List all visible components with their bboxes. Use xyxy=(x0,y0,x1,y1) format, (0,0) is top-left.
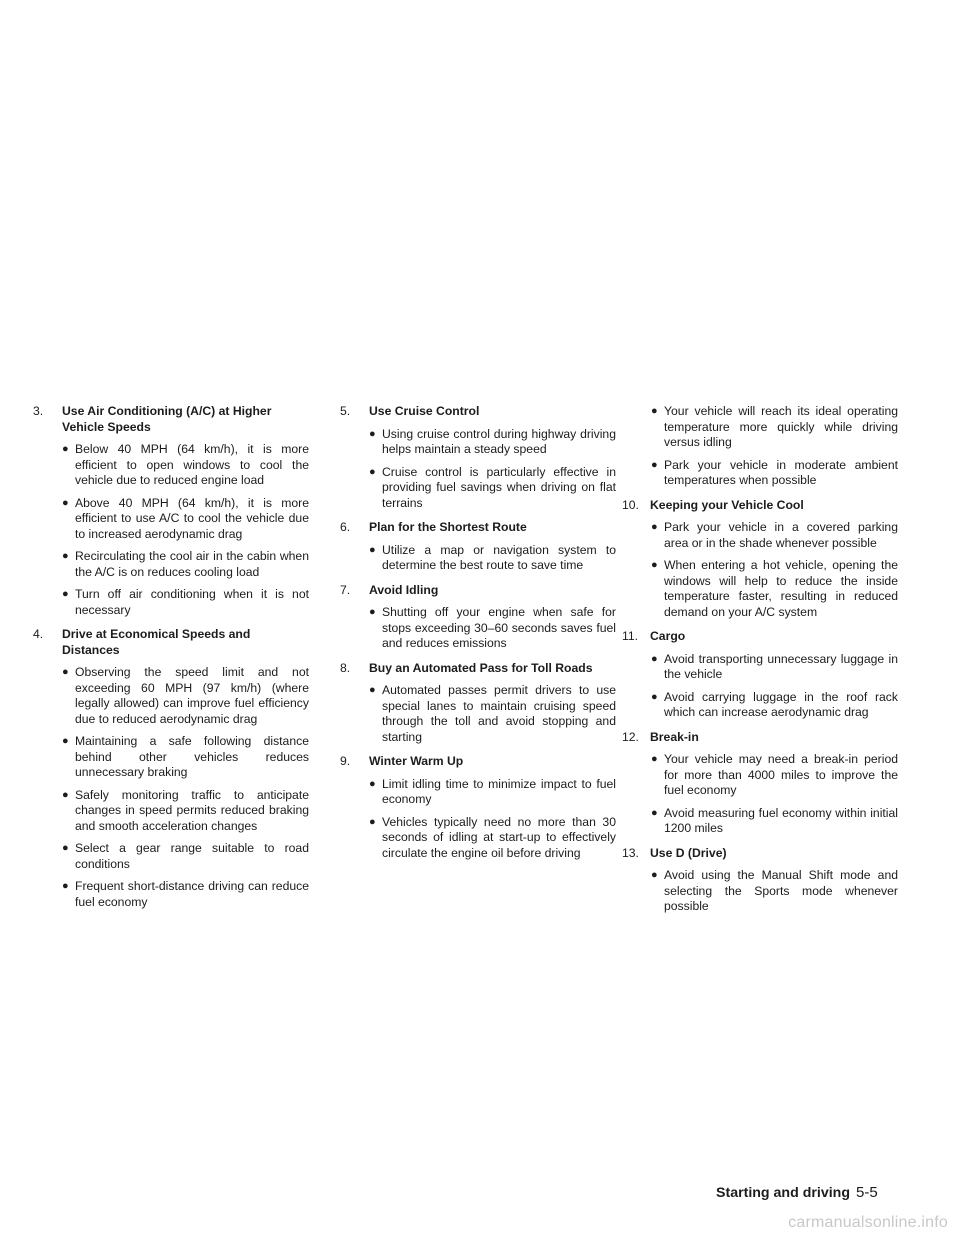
list-item xyxy=(622,458,898,489)
section xyxy=(340,661,616,746)
bullet-icon: ● xyxy=(369,684,376,696)
bullet-icon: ● xyxy=(62,880,69,892)
list-item xyxy=(340,777,616,808)
section xyxy=(340,520,616,574)
bullet-icon: ● xyxy=(369,465,376,478)
bullet-icon: ● xyxy=(651,559,658,571)
list-item xyxy=(622,868,898,915)
section-title: Buy an Automated Pass for Toll Roads xyxy=(369,660,593,675)
bullet-icon: ● xyxy=(62,550,69,562)
list-item xyxy=(33,587,309,618)
section-number: 11. xyxy=(622,629,639,643)
list-item xyxy=(622,806,898,837)
section xyxy=(622,730,898,837)
list-item-text: Above 40 MPH (64 km/h), it is more efficient to use A/C to cool the vehicle due to increased aerodynamic drag xyxy=(75,495,309,541)
section-heading xyxy=(340,661,616,677)
bullet-icon: ● xyxy=(651,521,658,533)
bullet-icon: ● xyxy=(651,652,658,665)
section-heading xyxy=(622,629,898,645)
list-item xyxy=(33,442,309,489)
list-item xyxy=(340,427,616,458)
list-item xyxy=(340,465,616,512)
section-heading xyxy=(622,846,898,862)
section-number: 5. xyxy=(340,404,351,418)
list-item-text: Select a gear range suitable to road conditions xyxy=(75,841,309,871)
bullet-list xyxy=(340,427,616,512)
bullet-icon: ● xyxy=(651,753,658,765)
bullet-icon: ● xyxy=(62,842,69,854)
list-item xyxy=(340,683,616,745)
section xyxy=(622,404,898,489)
list-item-text: Limit idling time to minimize impact to fuel economy xyxy=(382,776,616,806)
section-heading xyxy=(340,520,616,536)
list-item-text: Avoid transporting unnecessary luggage in the vehicle xyxy=(664,651,898,681)
column-right xyxy=(622,404,898,915)
section-heading xyxy=(622,498,898,514)
list-item xyxy=(340,815,616,862)
bullet-icon: ● xyxy=(369,543,376,556)
list-item xyxy=(33,734,309,781)
bullet-list xyxy=(340,777,616,862)
bullet-icon: ● xyxy=(369,815,376,828)
list-item-text: Vehicles typically need no more than 30 seconds of idling at start-up to effectively circulate the engine oil before driving xyxy=(382,814,616,860)
section-heading xyxy=(622,730,898,746)
list-item xyxy=(33,879,309,910)
bullet-list xyxy=(622,752,898,837)
list-item-text: Your vehicle will reach its ideal operating temperature more quickly while driving versus idling xyxy=(664,404,898,449)
page-footer xyxy=(716,1184,878,1201)
list-item-text: Frequent short-distance driving can reduce fuel economy xyxy=(75,879,309,909)
list-item-text: Maintaining a safe following distance behind other vehicles reduces unnecessary braking xyxy=(75,734,309,779)
list-item-text: Automated passes permit drivers to use special lanes to maintain cruising speed through the toll and avoid stopping and starting xyxy=(382,683,616,744)
section xyxy=(340,583,616,652)
bullet-icon: ● xyxy=(369,427,376,440)
section-title: Break-in xyxy=(650,729,699,744)
bullet-list xyxy=(33,442,309,618)
bullet-icon: ● xyxy=(62,443,69,455)
section xyxy=(340,404,616,511)
section-number: 8. xyxy=(340,660,351,675)
list-item-text: Your vehicle may need a break-in period for more than 4000 miles to improve the fuel economy xyxy=(664,752,898,797)
page-number: 5-5 xyxy=(856,1184,878,1201)
section xyxy=(622,846,898,915)
list-item xyxy=(622,752,898,799)
section-heading xyxy=(340,754,616,770)
section-number: 3. xyxy=(33,404,44,418)
list-item xyxy=(33,665,309,727)
section-number: 6. xyxy=(340,520,351,534)
section-heading xyxy=(33,627,309,658)
section-number: 9. xyxy=(340,754,351,768)
section-number: 7. xyxy=(340,582,351,597)
section xyxy=(622,629,898,721)
section-number: 13. xyxy=(622,845,639,860)
list-item xyxy=(622,404,898,451)
bullet-list xyxy=(33,665,309,910)
bullet-icon: ● xyxy=(62,666,69,678)
list-item-text: Avoid carrying luggage in the roof rack which can increase aerodynamic drag xyxy=(664,689,898,719)
bullet-list xyxy=(340,543,616,574)
section xyxy=(340,754,616,861)
bullet-list xyxy=(622,404,898,489)
list-item-text: Observing the speed limit and not exceeding 60 MPH (97 km/h) (where legally allowed) can improve fuel efficiency due to reduced aerodynamic drag xyxy=(75,665,309,726)
bullet-icon: ● xyxy=(369,606,376,618)
list-item-text: Park your vehicle in a covered parking area or in the shade whenever possible xyxy=(664,520,898,550)
section xyxy=(622,498,898,621)
section-title: Cargo xyxy=(650,629,686,643)
list-item xyxy=(340,543,616,574)
bullet-icon: ● xyxy=(62,735,69,747)
column-left xyxy=(33,404,309,910)
list-item-text: Turn off air conditioning when it is not necessary xyxy=(75,587,309,617)
list-item-text: Using cruise control during highway driving helps maintain a steady speed xyxy=(382,426,616,456)
list-item-text: Cruise control is particularly effective in providing fuel savings when driving on flat terrains xyxy=(382,464,616,510)
section-title: Keeping your Vehicle Cool xyxy=(650,497,804,512)
bullet-icon: ● xyxy=(62,788,69,801)
bullet-icon: ● xyxy=(62,588,69,600)
section-number: 12. xyxy=(622,729,639,744)
bullet-list xyxy=(340,605,616,652)
section-title: Use Cruise Control xyxy=(369,404,480,418)
list-item xyxy=(33,549,309,580)
list-item xyxy=(33,788,309,835)
section xyxy=(33,627,309,910)
section-title: Avoid Idling xyxy=(369,582,439,597)
footer-section-title: Starting and driving xyxy=(716,1185,850,1201)
list-item-text: Avoid measuring fuel economy within initial 1200 miles xyxy=(664,805,898,835)
section-heading xyxy=(340,583,616,599)
list-item xyxy=(33,496,309,543)
bullet-icon: ● xyxy=(369,777,376,790)
list-item-text: Below 40 MPH (64 km/h), it is more efficient to open windows to cool the vehicle due to reduced engine load xyxy=(75,442,309,487)
list-item-text: Recirculating the cool air in the cabin when the A/C is on reduces cooling load xyxy=(75,549,309,579)
section-title: Winter Warm Up xyxy=(369,754,464,768)
column-middle xyxy=(340,404,616,861)
list-item xyxy=(622,558,898,620)
bullet-icon: ● xyxy=(651,806,658,819)
list-item-text: When entering a hot vehicle, opening the windows will help to reduce the inside temperature faster, resulting in reduced demand on your A/C system xyxy=(664,558,898,619)
bullet-list xyxy=(622,652,898,721)
list-item xyxy=(33,841,309,872)
list-item-text: Park your vehicle in moderate ambient temperatures when possible xyxy=(664,457,898,487)
list-item xyxy=(622,520,898,551)
list-item-text: Utilize a map or navigation system to determine the best route to save time xyxy=(382,542,616,572)
bullet-icon: ● xyxy=(62,496,69,509)
list-item-text: Shutting off your engine when safe for stops exceeding 30–60 seconds saves fuel and reduces emissions xyxy=(382,605,616,650)
bullet-list xyxy=(622,520,898,620)
section-number: 4. xyxy=(33,627,44,641)
list-item xyxy=(622,652,898,683)
section-heading xyxy=(340,404,616,420)
bullet-icon: ● xyxy=(651,458,658,471)
section-title: Use D (Drive) xyxy=(650,845,727,860)
list-item xyxy=(622,690,898,721)
section-title: Plan for the Shortest Route xyxy=(369,520,527,534)
bullet-icon: ● xyxy=(651,869,658,881)
bullet-list xyxy=(622,868,898,915)
section-title: Drive at Economical Speeds and Distances xyxy=(62,627,251,657)
watermark: carmanualsonline.info xyxy=(788,1214,948,1231)
list-item xyxy=(340,605,616,652)
list-item-text: Safely monitoring traffic to anticipate changes in speed permits reduced braking and smooth acceleration changes xyxy=(75,787,309,833)
section-heading xyxy=(33,404,309,435)
section xyxy=(33,404,309,618)
bullet-icon: ● xyxy=(651,690,658,703)
section-title: Use Air Conditioning (A/C) at Higher Vehicle Speeds xyxy=(62,404,272,434)
section-number: 10. xyxy=(622,497,639,512)
bullet-icon: ● xyxy=(651,405,658,417)
bullet-list xyxy=(340,683,616,745)
list-item-text: Avoid using the Manual Shift mode and selecting the Sports mode whenever possible xyxy=(664,868,898,913)
